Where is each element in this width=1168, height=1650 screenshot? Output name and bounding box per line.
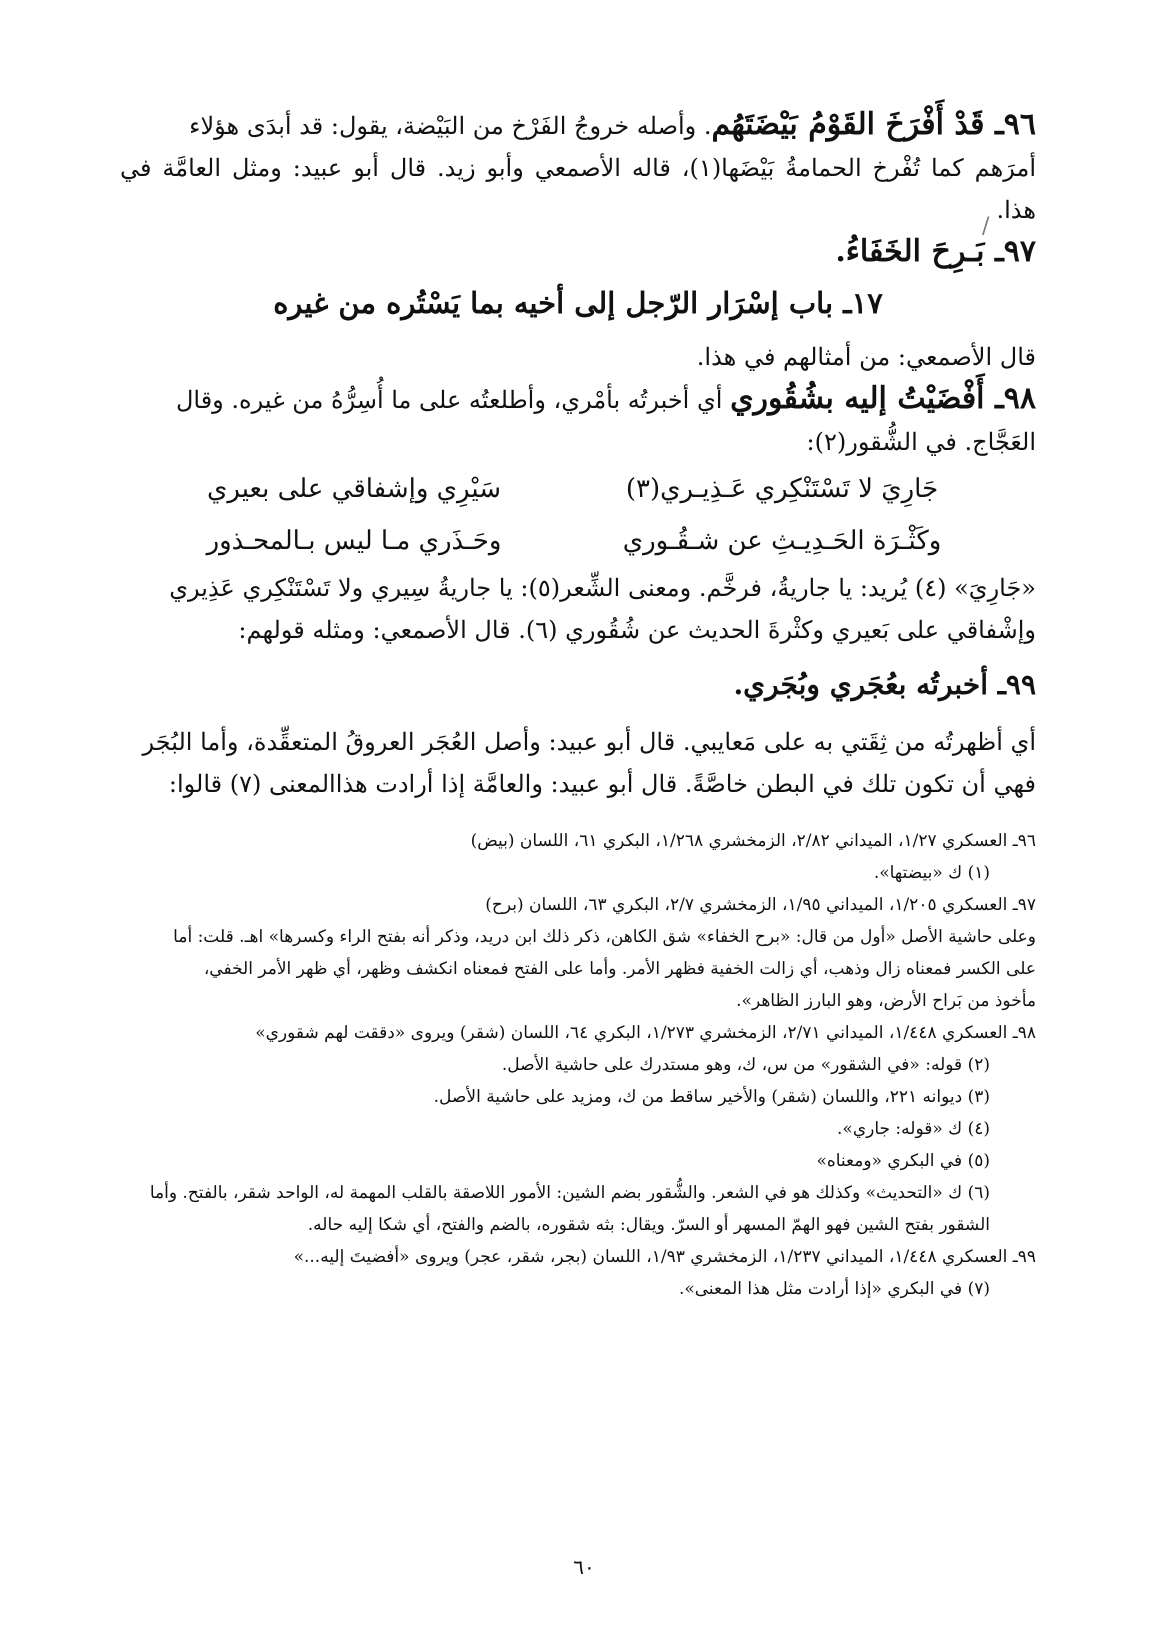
note-96: ٩٦ـ العسكري ١/٢٧، الميداني ٢/٨٢، الزمخشري ١/٢٦٨، البكري ٦١، اللسان (بيض) xyxy=(470,831,1036,851)
verse-line-2 xyxy=(120,515,1036,567)
verse-1-first-hemistich: جَارِيَ لا تَسْتَنْكِري عَـذِيـري(٣) xyxy=(625,474,939,504)
page-number: ٦٠ xyxy=(573,1555,595,1579)
entry-96-text-2: أمرَهم كما تُفْرخ الحمامةُ بَيْضَها(١)، قاله الأصمعي وأبو زيد. قال أبو عبيد: ومثل العامَّة في هذا. xyxy=(120,154,1037,224)
entry-98 xyxy=(120,378,1036,421)
note-97-a: وعلى حاشية الأصل «أول من قال: «برح الخفاء» شق الكاهن، ذكر ذلك ابن دريد، وذكر أنه بفتح الراء وكسرها» اهـ. قلت: أما xyxy=(173,927,1036,947)
entry-96 xyxy=(120,104,1036,147)
verse-line-1 xyxy=(120,463,1036,515)
note-96-1: (١) ك «بيضتها». xyxy=(873,863,990,883)
verse-explanation-1: «جَارِيَ» (٤) يُريد: يا جاريةُ، فرخَّم. ومعنى الشِّعر(٥): يا جاريةُ سِيري ولا تَسْتَنْكِري عَذِيري xyxy=(169,574,1036,602)
verse-1-second-hemistich: سَيْرِي وإشفاقي على بعيري xyxy=(207,474,501,504)
note-98-3: (٣) ديوانه ٢٢١، واللسان (شقر) والأخير ساقط من ك، ومزيد على حاشية الأصل. xyxy=(433,1087,990,1107)
entry-97-heading: ٩٧ـ بَـرِحَ الخَفَاءُ. xyxy=(835,234,1036,269)
note-98: ٩٨ـ العسكري ١/٤٤٨، الميداني ٢/٧١، الزمخشري ١/٢٧٣، البكري ٦٤، اللسان (شقر) ويروى «دققت لهم شقوري» xyxy=(255,1023,1036,1043)
note-98-5: (٥) في البكري «ومعناه» xyxy=(816,1151,990,1171)
entry-99-text-1: أي أظهرتُه من ثِقَتي به على مَعايبي. قال أبو عبيد: وأصل العُجَر العروقُ المتعقِّدة، وأما البُجَر xyxy=(142,728,1036,756)
verse-2-second-hemistich: وحَـذَري مـا ليس بـالمحـذور xyxy=(206,526,502,556)
footnotes xyxy=(120,825,1036,1305)
note-97-b: على الكسر فمعناه زال وذهب، أي زالت الخفية فظهر الأمر. وأما على الفتح فمعناه انكشف وظهر، أي ظهر الأمر الخفي، xyxy=(203,959,1036,979)
entry-99-heading: ٩٩ـ أخبرتُه بعُجَري وبُجَري. xyxy=(733,668,1036,701)
note-98-2: (٢) قوله: «في الشقور» من س، ك، وهو مستدرك على حاشية الأصل. xyxy=(501,1055,990,1075)
entry-96-text-1: . وأصله خروجُ الفَرْخ من البَيْضة، يقول: قد أبدَى هؤلاء xyxy=(189,112,712,140)
note-98-6b: الشقور بفتح الشين فهو الهمّ المسهر أو السرّ. ويقال: بثه شقوره، بالضم والفتح، أي شكا إليه حاله. xyxy=(307,1215,990,1235)
entry-97 xyxy=(120,231,1036,274)
note-97: ٩٧ـ العسكري ١/٢٠٥، الميداني ١/٩٥، الزمخشري ٢/٧، البكري ٦٣، اللسان (برح) xyxy=(485,895,1036,915)
chapter-intro: قال الأصمعي: من أمثالهم في هذا. xyxy=(696,343,1036,371)
note-98-4: (٤) ك «قوله: جاري». xyxy=(837,1119,990,1139)
note-99: ٩٩ـ العسكري ١/٤٤٨، الميداني ١/٢٣٧، الزمخشري ١/٩٣، اللسان (بجر، شقر، عجر) ويروى «أفضيتَ إليه...» xyxy=(293,1247,1036,1267)
note-98-6a: (٦) ك «التحديث» وكذلك هو في الشعر. والشُّقور بضم الشين: الأمور اللاصقة بالقلب المهمة له، الواحد شقر، بالفتح. وأما xyxy=(149,1183,990,1203)
entry-98-heading: ٩٨ـ أَفْضَيْتُ إليه بشُقُوري xyxy=(730,381,1036,416)
entry-96-heading: ٩٦ـ قَدْ أَفْرَخَ القَوْمُ بَيْضَتَهُم xyxy=(711,107,1036,142)
entry-98-text-2: العَجَّاج. في الشُّقور(٢): xyxy=(806,428,1036,456)
entry-98-text-1: أي أخبرتُه بأمْري، وأطلعتُه على ما أُسِرُّهُ من غيره. وقال xyxy=(175,386,731,414)
entry-99-text-2: فهي أن تكون تلك في البطن خاصَّةً. قال أبو عبيد: والعامَّة إذا أرادت هذاالمعنى (٧) قالوا: xyxy=(168,770,1036,798)
verse-2-first-hemistich: وكَثْـرَة الحَـدِيـثِ عن شـقُـوري xyxy=(622,526,942,556)
margin-mark: / xyxy=(982,214,990,239)
note-99-7: (٧) في البكري «إذا أرادت مثل هذا المعنى». xyxy=(678,1279,990,1299)
note-97-c: مأخوذ من بَراح الأرض، وهو البارز الظاهر». xyxy=(736,991,1036,1011)
chapter-heading: ١٧ـ باب إسْرَار الرّجل إلى أخيه بما يَسْتُره من غيره xyxy=(273,286,883,320)
verse-explanation-2: وإشْفاقي على بَعيري وكثْرةَ الحديث عن شُقُوري (٦). قال الأصمعي: ومثله قولهم: xyxy=(238,616,1036,644)
main-text xyxy=(120,104,1036,805)
